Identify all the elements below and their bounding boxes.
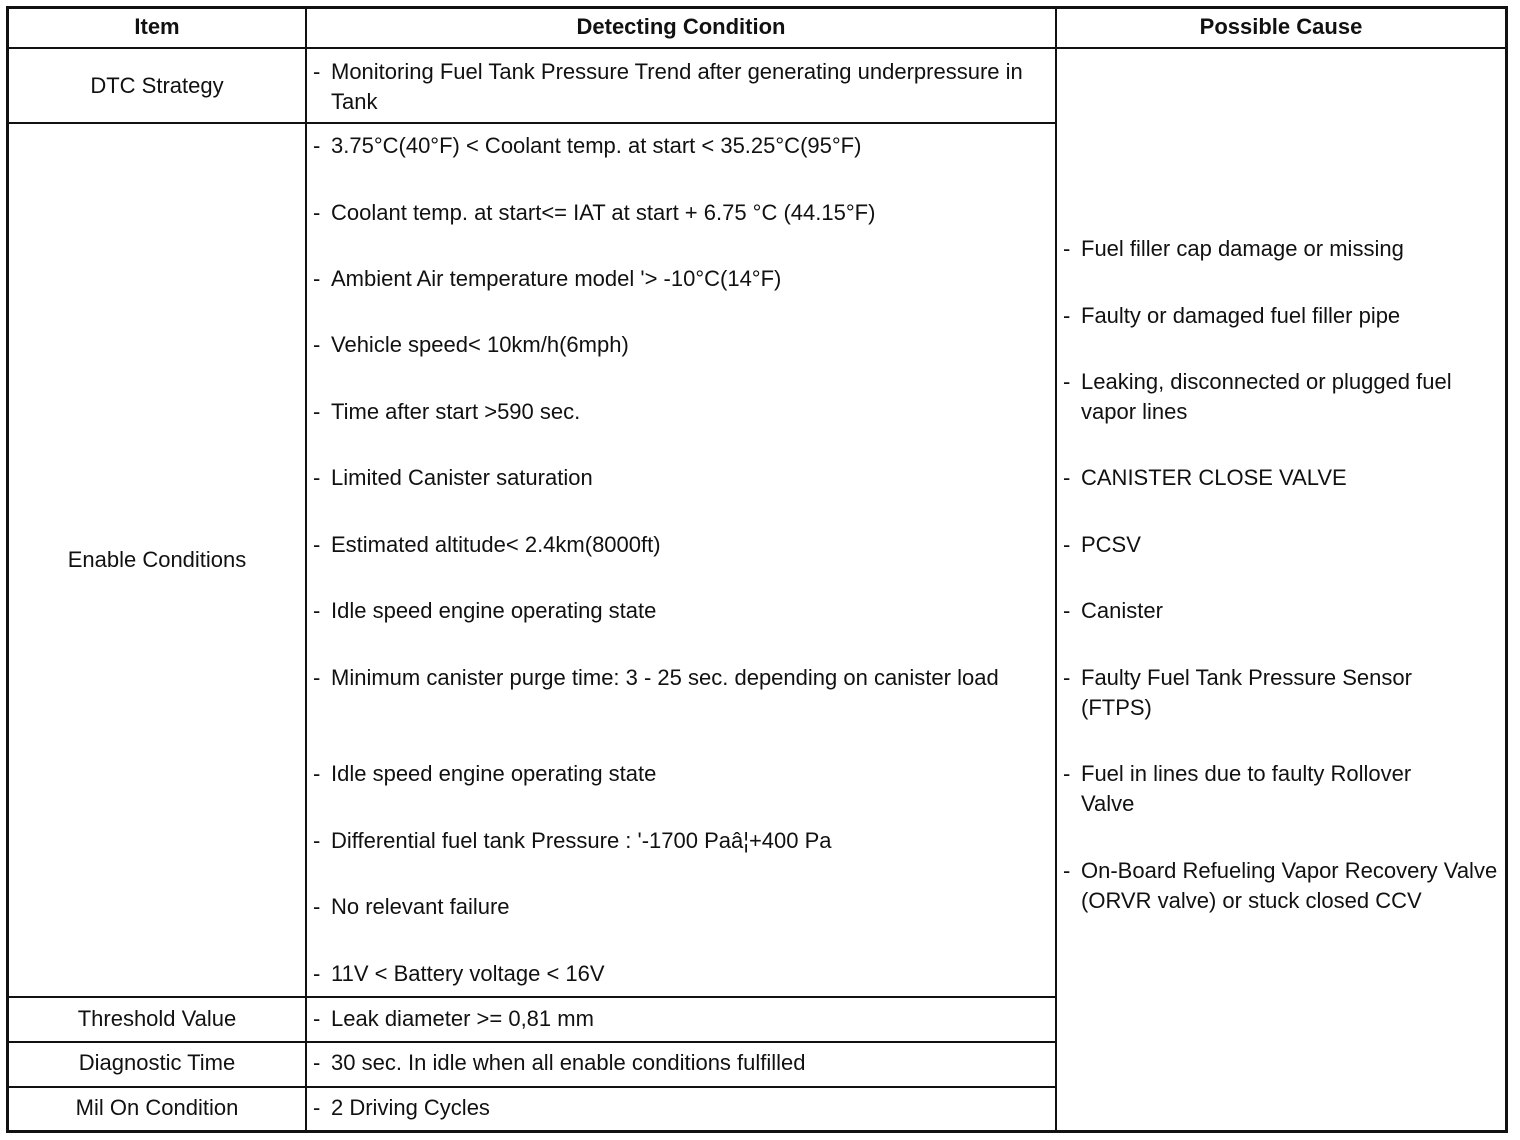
row-divider [6,996,1056,998]
item-diagnostic-time: Diagnostic Time [78,1050,236,1075]
possible-cause: - PCSV [1063,532,1141,557]
condition-threshold-value: - Leak diameter >= 0,81 mm [313,1006,594,1031]
possible-cause: - Leaking, disconnected or plugged fuel vapor lines [1063,369,1452,424]
enable-condition: - Ambient Air temperature model '> -10°C(14°F) [313,266,782,291]
item-threshold-value: Threshold Value [77,1006,237,1031]
possible-cause: - Faulty or damaged fuel filler pipe [1063,303,1401,328]
item-mil-on-condition: Mil On Condition [75,1095,239,1120]
item-enable-conditions: Enable Conditions [67,547,247,572]
possible-cause: - Fuel in lines due to faulty Rollover Valve [1063,761,1412,816]
enable-condition: - Estimated altitude< 2.4km(8000ft) [313,532,661,557]
enable-condition: - Idle speed engine operating state [313,598,657,623]
enable-condition: - Vehicle speed< 10km/h(6mph) [313,332,629,357]
enable-condition: - Differential fuel tank Pressure : '-1700 Paâ¦+400 Pa [313,828,832,853]
possible-cause: - CANISTER CLOSE VALVE [1063,465,1347,490]
enable-condition: - 3.75°C(40°F) < Coolant temp. at start < 35.25°C(95°F) [313,133,862,158]
enable-condition: - Time after start >590 sec. [313,399,581,424]
enable-condition: - Idle speed engine operating state [313,761,657,786]
column-divider [305,6,307,1133]
header-possible-cause: Possible Cause [1199,14,1363,39]
row-divider [6,122,1056,124]
condition-dtc-strategy: - Monitoring Fuel Tank Pressure Trend after generating underpressure in Tank [313,59,1023,114]
condition-diagnostic-time: - 30 sec. In idle when all enable conditions fulfilled [313,1050,806,1075]
enable-condition: - No relevant failure [313,894,510,919]
item-dtc-strategy: DTC Strategy [90,73,224,98]
possible-cause: - Canister [1063,598,1163,623]
possible-cause: - On-Board Refueling Vapor Recovery Valve (ORVR valve) or stuck closed CCV [1063,858,1498,913]
enable-condition: - Limited Canister saturation [313,465,593,490]
row-divider [6,1041,1056,1043]
condition-mil-on: - 2 Driving Cycles [313,1095,490,1120]
header-detecting-condition: Detecting Condition [576,14,786,39]
possible-cause: - Fuel filler cap damage or missing [1063,236,1404,261]
enable-condition: - 11V < Battery voltage < 16V [313,961,605,986]
header-item: Item [134,14,180,39]
column-divider [1055,6,1057,1133]
row-divider [6,1086,1056,1088]
enable-condition: - Minimum canister purge time: 3 - 25 sec. depending on canister load [313,665,999,690]
header-divider [6,47,1508,49]
enable-condition: - Coolant temp. at start<= IAT at start + 6.75 °C (44.15°F) [313,200,876,225]
possible-cause: - Faulty Fuel Tank Pressure Sensor (FTPS) [1063,665,1412,720]
